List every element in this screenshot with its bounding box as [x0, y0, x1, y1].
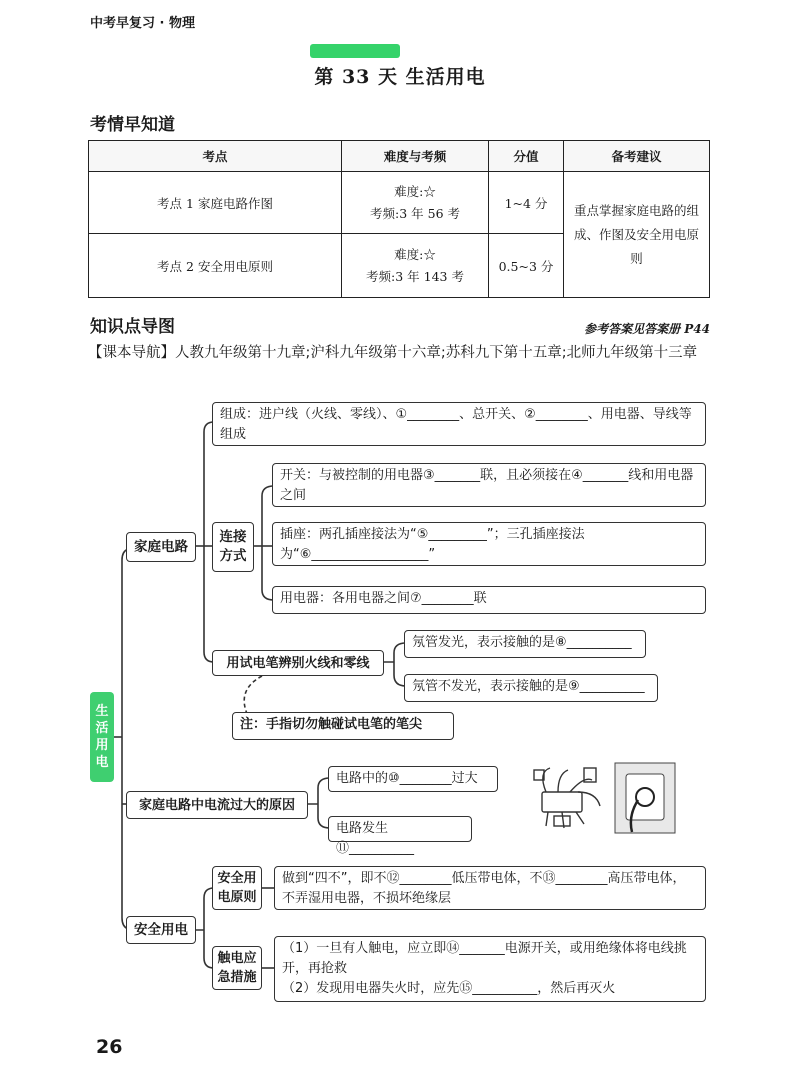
tester-node: 用试电笔辨别火线和零线 — [212, 650, 384, 676]
tester-note: 注：手指切勿触碰试电笔的笔尖 — [232, 712, 454, 740]
exam-info-heading: 考情早知道 — [90, 115, 175, 135]
composition-box: 组成：进户线（火线、零线）、①________、总开关、②________、用电器、导线等组成 — [212, 402, 706, 446]
switch-box: 开关：与被控制的用电器③_______联，且必须接在④_______线和用电器之间 — [272, 463, 706, 507]
connection-method-node: 连接方式 — [212, 522, 254, 572]
frequency-text: 考频:3 年 56 考 — [370, 205, 460, 221]
mindmap-root: 生活用电 — [90, 692, 114, 782]
textbook-navigation: 【课本导航】人教九年级第十九章;沪科九年级第十六章;苏科九下第十五章;北师九年级第十三章 — [88, 345, 698, 361]
home-circuit-node: 家庭电路 — [126, 532, 196, 562]
score-cell: 1~4 分 — [489, 172, 564, 234]
safety-principle-box: 做到“四不”，即不⑫________低压带电体，不⑬________高压带电体，不弄湿用电器，不损坏绝缘层 — [274, 866, 706, 910]
page-number: 26 — [96, 1036, 123, 1058]
emergency-box — [274, 936, 706, 1002]
emergency-step-2: （2）发现用电器失火时，应先⑮__________，然后再灭火 — [282, 981, 616, 996]
overcurrent-node: 家庭电路中电流过大的原因 — [126, 791, 308, 819]
overcurrent-cause-1: 电路中的⑩________过大 — [328, 766, 498, 792]
col-header: 备考建议 — [564, 141, 710, 172]
wall-outlet-illustration — [614, 762, 676, 834]
exam-point-cell: 考点 2 安全用电原则 — [89, 234, 342, 298]
safety-node: 安全用电 — [126, 916, 196, 944]
advice-text: 重点掌握家庭电路的组成、作图及安全用电原则 — [573, 202, 699, 266]
col-header: 考点 — [89, 141, 342, 172]
socket-box: 插座：两孔插座接法为“⑤_________”；三孔插座接法为“⑥__________________” — [272, 522, 706, 566]
col-header: 难度与考频 — [342, 141, 489, 172]
emergency-node: 触电应急措施 — [212, 946, 262, 990]
answer-reference: 参考答案见答案册 P44 — [584, 322, 710, 336]
neon-off-box: 氖管不发光，表示接触的是⑨__________ — [404, 674, 658, 702]
overloaded-socket-illustration — [528, 762, 608, 834]
running-header: 中考早复习 · 物理 — [90, 16, 195, 31]
frequency-text: 考频:3 年 143 考 — [366, 268, 464, 284]
lesson-title: 第 33 天 生活用电 — [314, 66, 486, 88]
col-header: 分值 — [489, 141, 564, 172]
overcurrent-cause-2: 电路发生⑪__________ — [328, 816, 472, 842]
difficulty-text: 难度:☆ — [394, 183, 436, 199]
appliance-box: 用电器：各用电器之间⑦________联 — [272, 586, 706, 614]
neon-on-box: 氖管发光，表示接触的是⑧__________ — [404, 630, 646, 658]
score-cell: 0.5~3 分 — [489, 234, 564, 298]
difficulty-text: 难度:☆ — [394, 246, 436, 262]
exam-point-cell: 考点 1 家庭电路作图 — [89, 172, 342, 234]
safety-principle-node: 安全用电原则 — [212, 866, 262, 910]
mindmap-heading: 知识点导图 — [90, 317, 175, 337]
emergency-step-1: （1）一旦有人触电，应立即⑭_______电源开关，或用绝缘体将电线挑开，再抢救 — [282, 941, 687, 976]
